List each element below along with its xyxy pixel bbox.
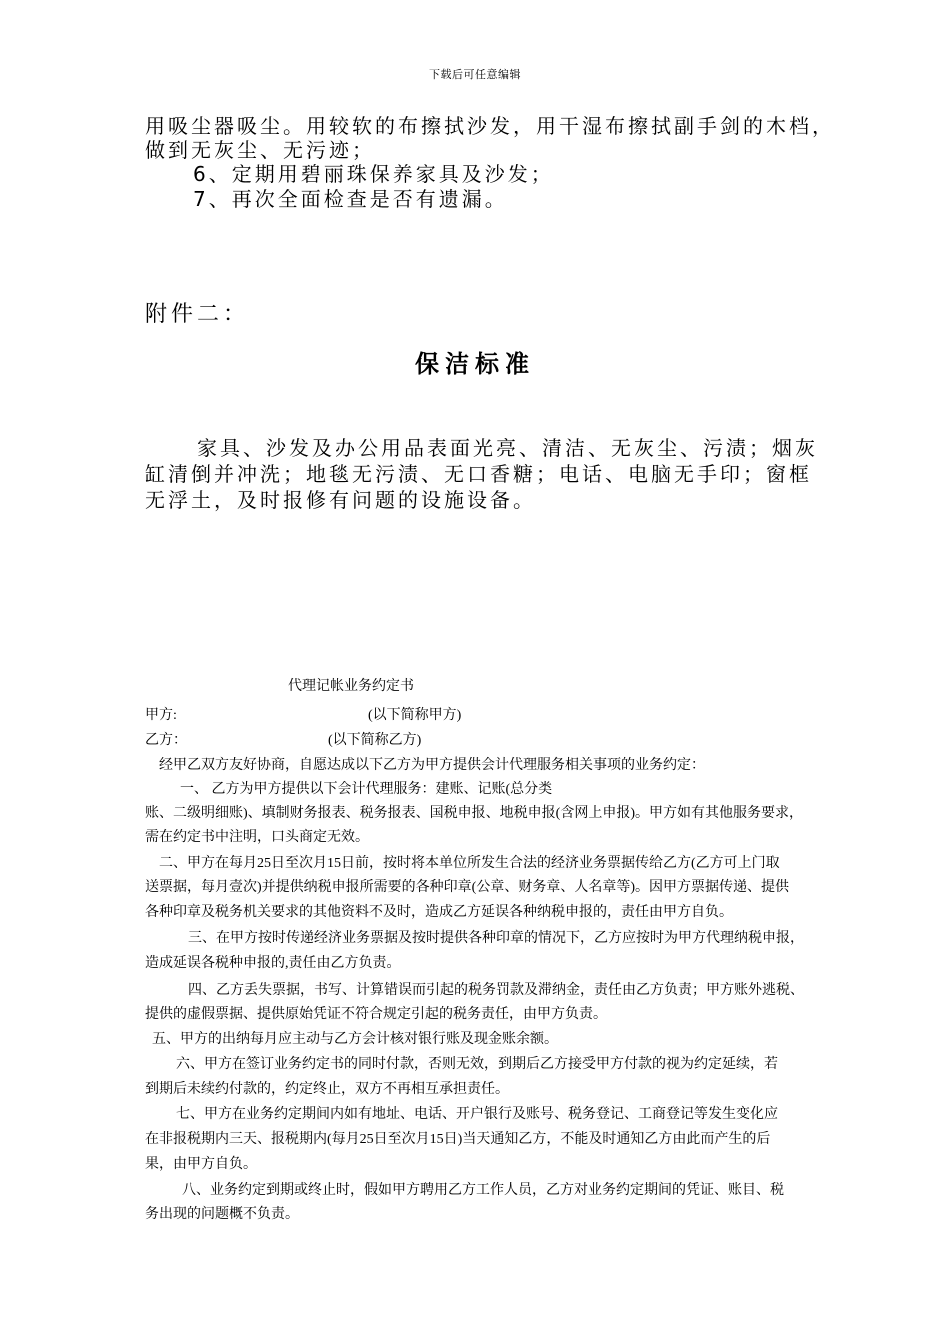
contract-title: 代理记帐业务约定书 (288, 679, 414, 694)
contract-line-5: 二、甲方在每月25日至次月15日前，按时将本单位所发生合法的经济业务票据传给乙方(乙方可上门取 (159, 856, 780, 871)
contract-line-1: 经甲乙双方友好协商，自愿达成以下乙方为甲方提供会计代理服务相关事项的业务约定： (159, 758, 705, 773)
contract-line-7: 各种印章及税务机关要求的其他资料不及时，造成乙方延误各种纳税申报的，责任由甲方自负。 (145, 905, 733, 920)
section1-line-2: 做到无灰尘、无污迹； (145, 138, 375, 162)
party-b-label: 乙方： (145, 733, 187, 748)
party-a-note: (以下简称甲方) (368, 708, 462, 723)
contract-line-19: 务出现的问题概不负责。 (145, 1207, 299, 1222)
contract-line-11: 提供的虚假票据、提供原始凭证不符合规定引起的税务责任，由甲方负责。 (145, 1007, 607, 1022)
contract-line-3: 账、二级明细账)、填制财务报表、税务报表、国税申报、地税申报(含网上申报)。甲方如有其他服务要求， (145, 806, 803, 821)
contract-line-9: 造成延误各税种申报的,责任由乙方负责。 (145, 956, 401, 971)
annex-label: 附件二： (145, 302, 250, 327)
header-note: 下载后可任意编辑 (429, 68, 521, 81)
standard-line-3: 无浮土，及时报修有问题的设施设备。 (145, 488, 536, 512)
contract-line-4: 需在约定书中注明，口头商定无效。 (145, 830, 369, 845)
section1-line-1: 用吸尘器吸尘。用较软的布擦拭沙发，用干湿布擦拭副手剑的木档， (145, 114, 835, 138)
contract-line-12: 五、甲方的出纳每月应主动与乙方会计核对银行账及现金账余额。 (152, 1032, 558, 1047)
contract-line-8: 三、在甲方按时传递经济业务票据及按时提供各种印章的情况下，乙方应按时为甲方代理纳税申报， (188, 931, 804, 946)
section1-line-4: 7、再次全面检查是否有遗漏。 (193, 187, 508, 211)
standard-line-1: 家具、沙发及办公用品表面光亮、清洁、无灰尘、污渍；烟灰 (197, 436, 818, 460)
party-b-note: (以下简称乙方) (328, 733, 422, 748)
contract-line-13: 六、甲方在签订业务约定书的同时付款，否则无效，到期后乙方接受甲方付款的视为约定延续，若 (176, 1057, 778, 1072)
annex-title: 保洁标准 (415, 349, 535, 378)
contract-line-18: 八、业务约定到期或终止时，假如甲方聘用乙方工作人员，乙方对业务约定期间的凭证、账目、税 (182, 1183, 784, 1198)
contract-line-2: 一、 乙方为甲方提供以下会计代理服务：建账、记账(总分类 (180, 782, 553, 797)
contract-line-16: 在非报税期内三天、报税期内(每月25日至次月15日)当天通知乙方，不能及时通知乙方由此而产生的后 (145, 1132, 771, 1147)
standard-line-2: 缸清倒并冲洗；地毯无污渍、无口香糖；电话、电脑无手印；窗框 (145, 462, 812, 486)
section1-line-3: 6、定期用碧丽珠保养家具及沙发； (193, 162, 554, 186)
contract-line-15: 七、甲方在业务约定期间内如有地址、电话、开户银行及账号、税务登记、工商登记等发生变化应 (176, 1107, 778, 1122)
contract-line-6: 送票据，每月壹次)并提供纳税申报所需要的各种印章(公章、财务章、人名章等)。因甲方票据传递、提供 (145, 880, 789, 895)
contract-line-14: 到期后未续约付款的，约定终止，双方不再相互承担责任。 (145, 1082, 509, 1097)
contract-line-17: 果，由甲方自负。 (145, 1157, 257, 1172)
contract-line-10: 四、乙方丢失票据，书写、计算错误而引起的税务罚款及滞纳金，责任由乙方负责；甲方账外逃税、 (188, 983, 804, 998)
party-a-label: 甲方: (145, 708, 177, 723)
